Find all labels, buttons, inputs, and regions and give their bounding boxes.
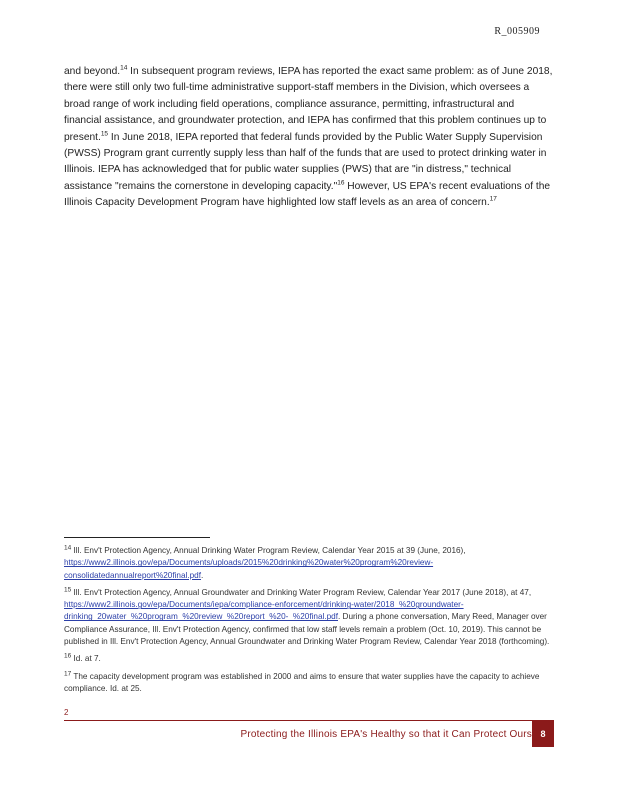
footnote-text: Ill. Env't Protection Agency, Annual Groundwater and Drinking Water Program Review, Calendar Year 2017 (June 2018), at 47, — [71, 587, 532, 597]
footnote-17 — [64, 671, 554, 696]
footnote-text: The capacity development program was established in 2000 and aims to ensure that water supplies have the capacity to achieve compliance. Id. at 25. — [64, 671, 540, 693]
body-text-1: and beyond. — [64, 66, 121, 77]
footnote-ref-14[interactable]: 14 — [120, 64, 128, 72]
page-number-badge — [532, 721, 554, 747]
footnote-divider — [64, 537, 210, 538]
body-text-4: However, US EPA's recent evaluations of the Illinois Capacity Development Program have highlighted low staff levels as an area of concern. — [64, 180, 551, 209]
bates-number: R_005909 — [494, 26, 540, 37]
page-number: 8 — [540, 729, 546, 739]
footnote-text: Ill. Env't Protection Agency, Annual Drinking Water Program Review, Calendar Year 2015 at 39 (June, 2016), — [71, 546, 466, 555]
footnote-15 — [64, 587, 554, 648]
footnote-text: . During a phone conversation, Mary Reed, Manager over Compliance Assurance, Ill. Env't Protection Agency, confirmed that low staff levels remain a problem (Oct. 10, 2019). This cannot be published in Ill. Env't Protection Agency, Annual Groundwater and Drinking Water Program Review, Calendar Year 2018 (forthcoming). — [64, 612, 550, 647]
footer-title: Protecting the Illinois EPA's Healthy so that it Can Protect Ours — [240, 729, 532, 740]
stray-mark: 2 — [64, 708, 69, 717]
footnote-ref-17[interactable]: 17 — [489, 195, 497, 203]
footnote-number: 16 — [64, 652, 72, 660]
footnote-ref-16[interactable]: 16 — [337, 179, 345, 187]
body-text-2: In subsequent program reviews, IEPA has reported the exact same problem: as of June 2018, there were still only two full-time administrative support-staff members in the Division, which oversees a broad range of work including field operations, compliance assurance, permitting, infrastructural and financial assistance, and groundwater protection, and IEPA has confirmed that this problem continues up to present. — [64, 66, 553, 143]
footnote-number: 17 — [64, 669, 72, 677]
footnote-number: 15 — [64, 586, 72, 594]
footnote-link[interactable]: https://www2.illinois.gov/epa/Documents/iepa/compliance-enforcement/drinking-water/2018_%20groundwater-drinking_20water_%20program_%20review_%20report_%20-_%20final.pdf — [64, 600, 464, 622]
footnote-14 — [64, 545, 554, 582]
footnote-link[interactable]: https://www2.illinois.gov/epa/Documents/uploads/2015%20drinking%20water%20program%20review-consolidatedannualreport%20final.pdf — [64, 558, 434, 580]
footer-divider — [64, 720, 554, 721]
footnote-number: 14 — [64, 544, 72, 552]
footnote-text: Id. at 7. — [71, 654, 101, 664]
body-paragraph — [64, 64, 554, 212]
footnote-16 — [64, 653, 554, 665]
footnote-ref-15[interactable]: 15 — [100, 130, 109, 138]
footnote-text: . — [201, 570, 204, 580]
body-text-3: In June 2018, IEPA reported that federal funds provided by the Public Water Supply Supervision (PWSS) Program grant currently supply less than half of the funds that are used to protect drinking water in Illinois. IEPA has acknowledged that for public water supplies (PWS) that are "in distress," technical assistance "remains the cornerstone in developing capacity." — [64, 131, 547, 192]
footnotes-section — [64, 545, 554, 700]
